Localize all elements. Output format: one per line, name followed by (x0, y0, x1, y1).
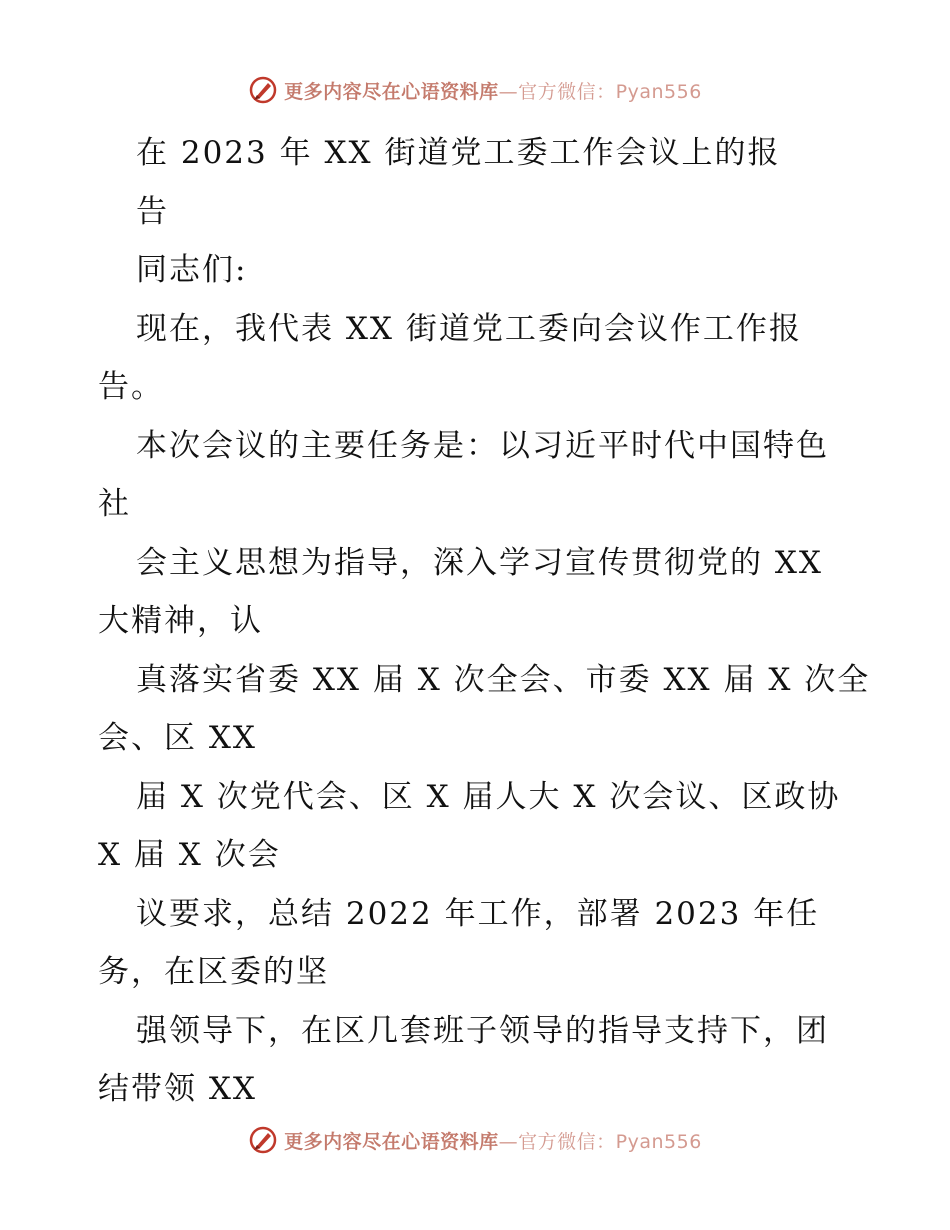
paragraph-line: 届 X 次党代会、区 X 届人大 X 次会议、区政协 (136, 778, 841, 815)
watermark-main-text: 更多内容尽在心语资料库 (284, 80, 499, 103)
watermark-dash: — (498, 80, 519, 103)
paragraph-line: 强领导下，在区几套班子领导的指导支持下，团 (136, 1012, 829, 1049)
title-line-1: 在 2023 年 XX 街道党工委工作会议上的报 (136, 135, 781, 171)
paragraph-line: 大精神，认 (98, 603, 263, 639)
pen-logo-icon (248, 1125, 278, 1155)
watermark-dash: — (498, 1130, 519, 1153)
paragraph-line: 本次会议的主要任务是：以习近平时代中国特色 (136, 427, 829, 464)
paragraph-line: 真落实省委 XX 届 X 次全会、市委 XX 届 X 次全 (136, 661, 871, 698)
salutation: 同志们: (136, 252, 248, 288)
paragraph-line: 结带领 XX (98, 1071, 257, 1107)
paragraph-line: 会主义思想为指导，深入学习宣传贯彻党的 XX (136, 544, 823, 581)
watermark-sub-text: 官方微信：Pyan556 (518, 80, 702, 103)
watermark-main-text: 更多内容尽在心语资料库 (284, 1130, 499, 1153)
paragraph-line: 告。 (98, 369, 164, 405)
paragraph-line: 务，在区委的坚 (98, 954, 329, 990)
paragraph-line: 社 (98, 486, 131, 522)
paragraph-line: 现在，我代表 XX 街道党工委向会议作工作报 (136, 310, 802, 347)
pen-logo-icon (248, 75, 278, 105)
paragraph-line: 议要求，总结 2022 年工作，部署 2023 年任 (136, 895, 820, 932)
paragraph-line: 会、区 XX (98, 720, 257, 756)
watermark-banner-top (0, 72, 950, 108)
title-line-2: 告 (136, 193, 169, 230)
paragraph-line: X 届 X 次会 (98, 837, 281, 873)
document-body (98, 124, 871, 1119)
watermark-banner-bottom (0, 1122, 950, 1158)
watermark-sub-text: 官方微信：Pyan556 (518, 1130, 702, 1153)
